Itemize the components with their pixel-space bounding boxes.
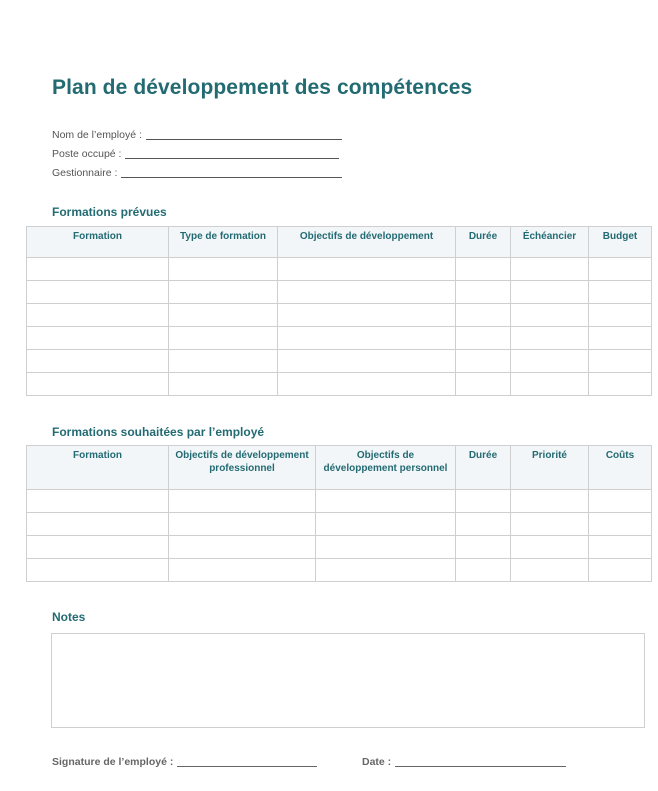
planned-trainings-heading: Formations prévues bbox=[52, 205, 167, 219]
table-cell[interactable] bbox=[169, 559, 316, 582]
planned-trainings-table bbox=[26, 226, 652, 396]
table-cell[interactable] bbox=[456, 373, 511, 396]
notes-heading: Notes bbox=[52, 610, 86, 624]
table-cell[interactable] bbox=[589, 258, 652, 281]
table-cell[interactable] bbox=[511, 304, 589, 327]
employee-name-label: Nom de l’employé : bbox=[52, 129, 142, 141]
column-header: Coûts bbox=[589, 446, 652, 490]
table-cell[interactable] bbox=[589, 490, 652, 513]
column-header: Échéancier bbox=[511, 227, 589, 258]
table-cell[interactable] bbox=[169, 304, 278, 327]
desired-trainings-heading: Formations souhaitées par l’employé bbox=[52, 425, 265, 439]
notes-box[interactable] bbox=[51, 633, 645, 728]
employee-name-field[interactable] bbox=[52, 127, 342, 141]
column-header: Priorité bbox=[511, 446, 589, 490]
table-cell[interactable] bbox=[169, 258, 278, 281]
table-cell[interactable] bbox=[511, 559, 589, 582]
table-cell[interactable] bbox=[456, 490, 511, 513]
table-cell[interactable] bbox=[169, 373, 278, 396]
table-cell[interactable] bbox=[27, 490, 169, 513]
date-label: Date : bbox=[362, 756, 392, 768]
column-header: Objectifs de développement professionnel bbox=[169, 446, 316, 490]
table-cell[interactable] bbox=[589, 373, 652, 396]
table-row bbox=[27, 258, 652, 281]
desired-trainings-table bbox=[26, 445, 652, 582]
table-cell[interactable] bbox=[511, 536, 589, 559]
table-cell[interactable] bbox=[511, 350, 589, 373]
table-row bbox=[27, 490, 652, 513]
table-cell[interactable] bbox=[511, 490, 589, 513]
table-cell[interactable] bbox=[511, 373, 589, 396]
table-cell[interactable] bbox=[27, 258, 169, 281]
table-cell[interactable] bbox=[27, 350, 169, 373]
table-row bbox=[27, 536, 652, 559]
table-row bbox=[27, 304, 652, 327]
table-cell[interactable] bbox=[511, 281, 589, 304]
table-cell[interactable] bbox=[27, 536, 169, 559]
table-cell[interactable] bbox=[456, 327, 511, 350]
table-header-row bbox=[27, 446, 652, 490]
table-cell[interactable] bbox=[27, 327, 169, 350]
column-header: Objectifs de développement bbox=[278, 227, 456, 258]
table-cell[interactable] bbox=[27, 304, 169, 327]
table-cell[interactable] bbox=[278, 281, 456, 304]
table-cell[interactable] bbox=[589, 513, 652, 536]
table-cell[interactable] bbox=[278, 327, 456, 350]
position-field[interactable] bbox=[52, 146, 339, 160]
table-cell[interactable] bbox=[456, 281, 511, 304]
table-cell[interactable] bbox=[27, 373, 169, 396]
manager-label: Gestionnaire : bbox=[52, 167, 118, 179]
column-header: Budget bbox=[589, 227, 652, 258]
table-cell[interactable] bbox=[589, 559, 652, 582]
table-cell[interactable] bbox=[511, 258, 589, 281]
table-cell[interactable] bbox=[169, 490, 316, 513]
table-cell[interactable] bbox=[589, 327, 652, 350]
table-cell[interactable] bbox=[456, 350, 511, 373]
column-header: Formation bbox=[27, 227, 169, 258]
table-row bbox=[27, 373, 652, 396]
table-cell[interactable] bbox=[589, 281, 652, 304]
table-cell[interactable] bbox=[316, 513, 456, 536]
table-row bbox=[27, 281, 652, 304]
table-cell[interactable] bbox=[316, 559, 456, 582]
table-row bbox=[27, 513, 652, 536]
manager-field[interactable] bbox=[52, 165, 342, 179]
table-cell[interactable] bbox=[169, 513, 316, 536]
table-cell[interactable] bbox=[511, 513, 589, 536]
employee-name-line[interactable] bbox=[146, 139, 342, 140]
column-header: Durée bbox=[456, 446, 511, 490]
table-cell[interactable] bbox=[278, 373, 456, 396]
manager-line[interactable] bbox=[121, 177, 342, 178]
page-title: Plan de développement des compétences bbox=[52, 76, 473, 99]
date-line[interactable] bbox=[395, 766, 566, 767]
table-cell[interactable] bbox=[169, 281, 278, 304]
table-cell[interactable] bbox=[27, 559, 169, 582]
table-cell[interactable] bbox=[316, 490, 456, 513]
employee-signature-label: Signature de l’employé : bbox=[52, 756, 174, 768]
table-cell[interactable] bbox=[456, 513, 511, 536]
table-row bbox=[27, 350, 652, 373]
table-row bbox=[27, 327, 652, 350]
table-cell[interactable] bbox=[456, 304, 511, 327]
table-cell[interactable] bbox=[456, 559, 511, 582]
table-cell[interactable] bbox=[589, 350, 652, 373]
table-row bbox=[27, 559, 652, 582]
date-field[interactable] bbox=[362, 754, 566, 768]
table-cell[interactable] bbox=[169, 350, 278, 373]
table-cell[interactable] bbox=[316, 536, 456, 559]
table-header-row bbox=[27, 227, 652, 258]
table-cell[interactable] bbox=[169, 327, 278, 350]
table-cell[interactable] bbox=[589, 304, 652, 327]
table-cell[interactable] bbox=[27, 281, 169, 304]
position-line[interactable] bbox=[125, 158, 339, 159]
table-cell[interactable] bbox=[278, 304, 456, 327]
table-cell[interactable] bbox=[278, 258, 456, 281]
table-cell[interactable] bbox=[456, 258, 511, 281]
employee-signature-field[interactable] bbox=[52, 754, 317, 768]
column-header: Type de formation bbox=[169, 227, 278, 258]
column-header: Objectifs de développement personnel bbox=[316, 446, 456, 490]
employee-signature-line[interactable] bbox=[177, 766, 317, 767]
table-cell[interactable] bbox=[456, 536, 511, 559]
table-cell[interactable] bbox=[169, 536, 316, 559]
position-label: Poste occupé : bbox=[52, 148, 122, 160]
column-header: Durée bbox=[456, 227, 511, 258]
column-header: Formation bbox=[27, 446, 169, 490]
table-cell[interactable] bbox=[511, 327, 589, 350]
table-cell[interactable] bbox=[27, 513, 169, 536]
table-cell[interactable] bbox=[278, 350, 456, 373]
table-cell[interactable] bbox=[589, 536, 652, 559]
